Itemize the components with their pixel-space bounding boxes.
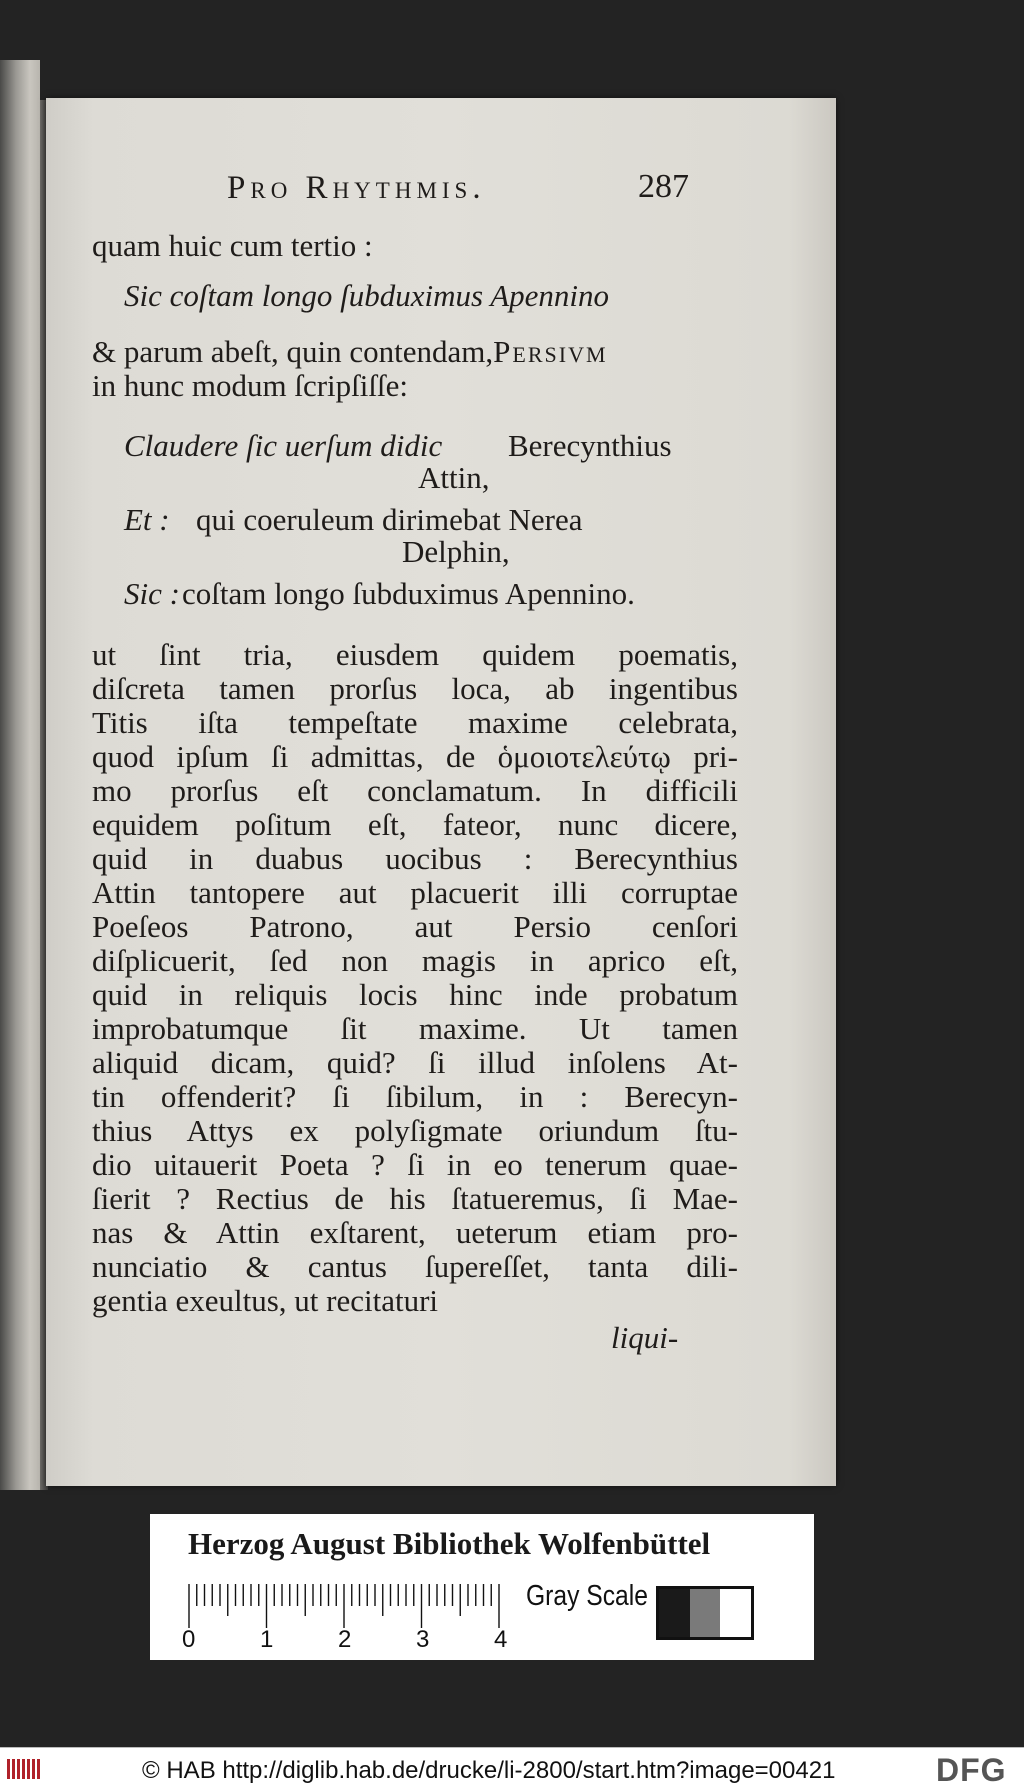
body-line: quid in reliquis locis hinc inde probatum (92, 977, 738, 1012)
body-line: thius Attys ex polyſigmate oriundum ſtu- (92, 1113, 738, 1148)
body-line: diſplicuerit, ſed non magis in aprico eſt, (92, 943, 738, 978)
body-line: aliquid dicam, quid? ſi illud inſolens At- (92, 1045, 738, 1080)
page-number: 287 (638, 168, 689, 205)
body-line: tin offenderit? ſi ſibilum, in : Berecyn- (92, 1079, 738, 1114)
adjacent-book-edge (0, 60, 40, 1490)
text-line (92, 334, 608, 370)
body-line: gentia exeultus, ut recitaturi (92, 1283, 439, 1318)
verse-word: Berecynthius (508, 428, 672, 463)
verse-line: qui coeruleum dirimebat Nerea (196, 502, 583, 537)
ruler-number: 3 (416, 1626, 430, 1653)
body-line: improbatumque ſit maxime. Ut tamen (92, 1011, 738, 1046)
body-line: quod ipſum ſi admittas, de ὁμοιοτελεύτῳ pri- (92, 739, 738, 774)
copyright-url: © HAB http://diglib.hab.de/drucke/li-2800/start.htm?image=00421 (142, 1757, 836, 1784)
body-line: diſcreta tamen prorſus loca, ab ingentibus (92, 671, 738, 706)
body-line: equidem poſitum eſt, fateor, nunc dicere, (92, 807, 738, 842)
footer-bar (0, 1747, 1024, 1790)
body-line: Titis iſta tempeſtate maxime celebrata, (92, 705, 738, 740)
verse-line: Claudere ſic uerſum didic (124, 428, 443, 463)
body-line: dio uitauerit Poeta ? ſi in eo tenerum quae- (92, 1147, 738, 1182)
hab-logo-icon (6, 1756, 44, 1782)
verse-label: Sic : (124, 576, 180, 611)
body-line: Attin tantopere aut placuerit illi corruptae (92, 875, 738, 910)
gray-swatch-mid (690, 1589, 721, 1637)
book-page (46, 98, 836, 1486)
verse-word: Delphin, (402, 534, 510, 569)
text-line: in hunc modum ſcripſiſſe: (92, 368, 408, 403)
running-header: Pro Rhythmis. (227, 170, 486, 206)
body-line: ſierit ? Rectius de his ſtatueremus, ſi Mae- (92, 1181, 738, 1216)
text-line: quam huic cum tertio : (92, 228, 373, 263)
catchword: liqui- (611, 1320, 679, 1355)
ruler (188, 1582, 500, 1628)
body-line: nas & Attin exſtarent, ueterum etiam pro- (92, 1215, 738, 1250)
ruler-number: 4 (494, 1626, 508, 1653)
gray-swatch-dark (659, 1589, 690, 1637)
ruler-number: 2 (338, 1626, 352, 1653)
text-span: & parum abeſt, quin contendam, (92, 334, 494, 369)
gray-swatch-light (720, 1589, 751, 1637)
gray-scale-swatches (656, 1586, 754, 1640)
verse-line: coſtam longo ſubduximus Apennino. (182, 576, 635, 611)
body-line: ut ſint tria, eiusdem quidem poematis, (92, 637, 738, 672)
ruler-scale (182, 1626, 512, 1654)
quotation-line: Sic coſtam longo ſubduximus Apennino (124, 278, 610, 313)
body-line: mo prorſus eſt conclamatum. In difficili (92, 773, 738, 808)
color-target-card (150, 1514, 814, 1660)
verse-label: Et : (124, 502, 170, 537)
author-name: Persivm (493, 334, 608, 369)
library-name: Herzog August Bibliothek Wolfenbüttel (188, 1526, 711, 1561)
body-line: quid in duabus uocibus : Berecynthius (92, 841, 738, 876)
body-line: nunciatio & cantus ſupereſſet, tanta dili- (92, 1249, 738, 1284)
dfg-logo: DFG (936, 1752, 1007, 1788)
ruler-number: 1 (260, 1626, 274, 1653)
ruler-number: 0 (182, 1626, 196, 1653)
body-paragraph (92, 638, 738, 1318)
gray-scale-label: Gray Scale (526, 1580, 648, 1612)
verse-word: Attin, (418, 460, 490, 495)
body-line: Poeſeos Patrono, aut Persio cenſori (92, 909, 738, 944)
